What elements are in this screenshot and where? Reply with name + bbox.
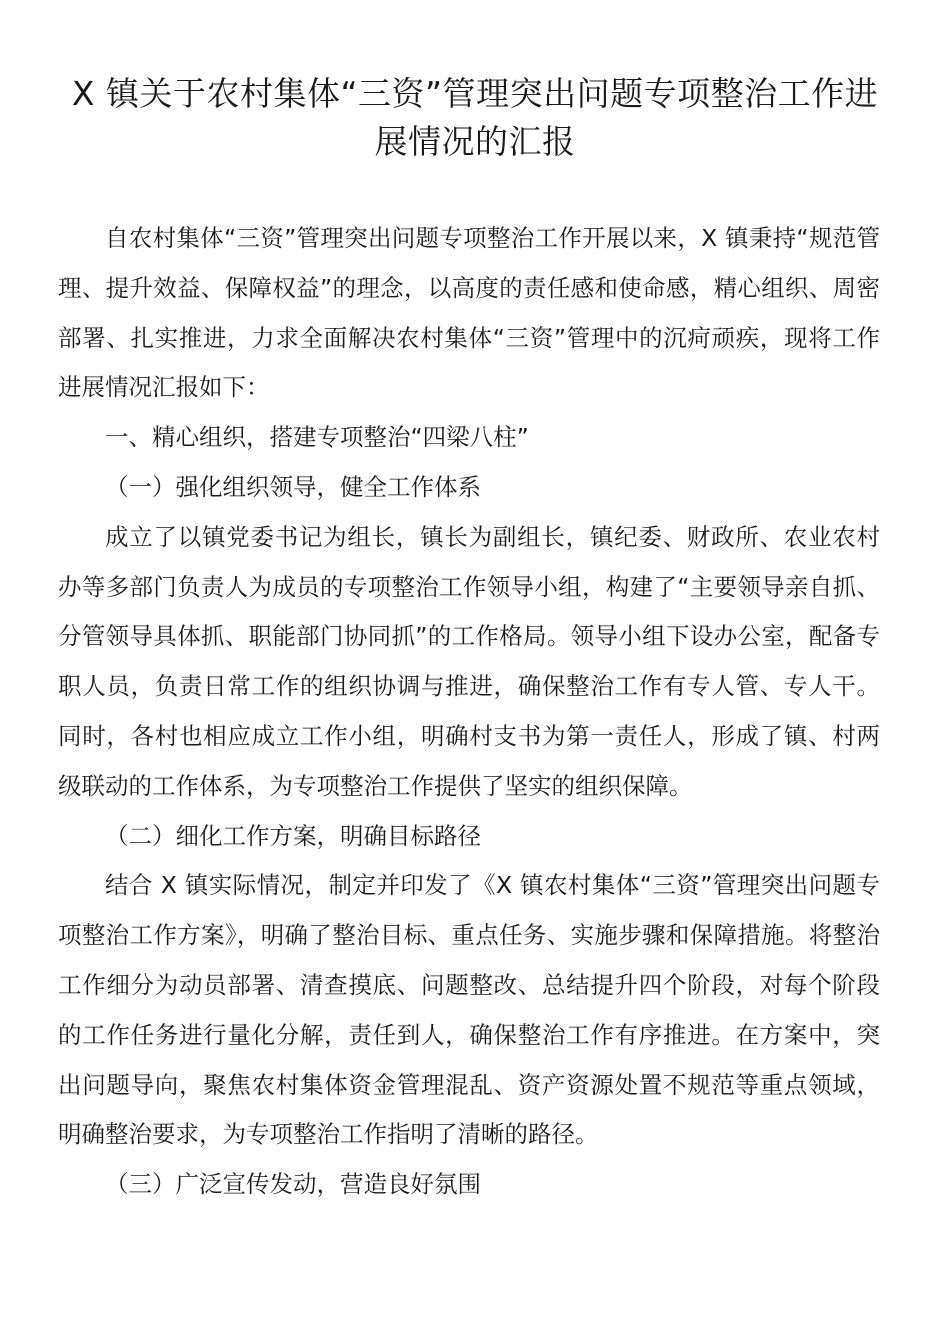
subsection-heading-1: （一）强化组织领导，健全工作体系 (105, 472, 481, 501)
intro-paragraph: 自农村集体“三资”管理突出问题专项整治工作开展以来，X 镇秉持“规范管理、提升效益、保障权益”的理念，以高度的责任感和使命感，精心组织、周密部署、扎实推进，力求全面解决农村集体“三资”管理中的沉疴顽疾，现将工作进展情况汇报如下： (58, 224, 880, 402)
document-body (58, 214, 880, 1210)
document-title: X 镇关于农村集体“三资”管理突出问题专项整治工作进展情况的汇报 (71, 74, 879, 161)
subsection-heading-3: （三）广泛宣传发动，营造良好氛围 (105, 1170, 481, 1199)
body-paragraph-1: 成立了以镇党委书记为组长，镇长为副组长，镇纪委、财政所、农业农村办等多部门负责人为成员的专项整治工作领导小组，构建了“主要领导亲自抓、分管领导具体抓、职能部门协同抓”的工作格局。领导小组下设办公室，配备专职人员，负责日常工作的组织协调与推进，确保整治工作有专人管、专人干。同时，各村也相应成立工作小组，明确村支书为第一责任人，形成了镇、村两级联动的工作体系，为专项整治工作提供了坚实的组织保障。 (58, 522, 880, 800)
subsection-heading-2: （二）细化工作方案，明确目标路径 (105, 821, 481, 850)
section-heading-1: 一、精心组织，搭建专项整治“四梁八柱” (105, 423, 529, 452)
body-paragraph-2: 结合 X 镇实际情况，制定并印发了《X 镇农村集体“三资”管理突出问题专项整治工作方案》，明确了整治目标、重点任务、实施步骤和保障措施。将整治工作细分为动员部署、清查摸底、问题整改、总结提升四个阶段，对每个阶段的工作任务进行量化分解，责任到人，确保整治工作有序推进。在方案中，突出问题导向，聚焦农村集体资金管理混乱、资产资源处置不规范等重点领域，明确整治要求，为专项整治工作指明了清晰的路径。 (58, 871, 880, 1149)
